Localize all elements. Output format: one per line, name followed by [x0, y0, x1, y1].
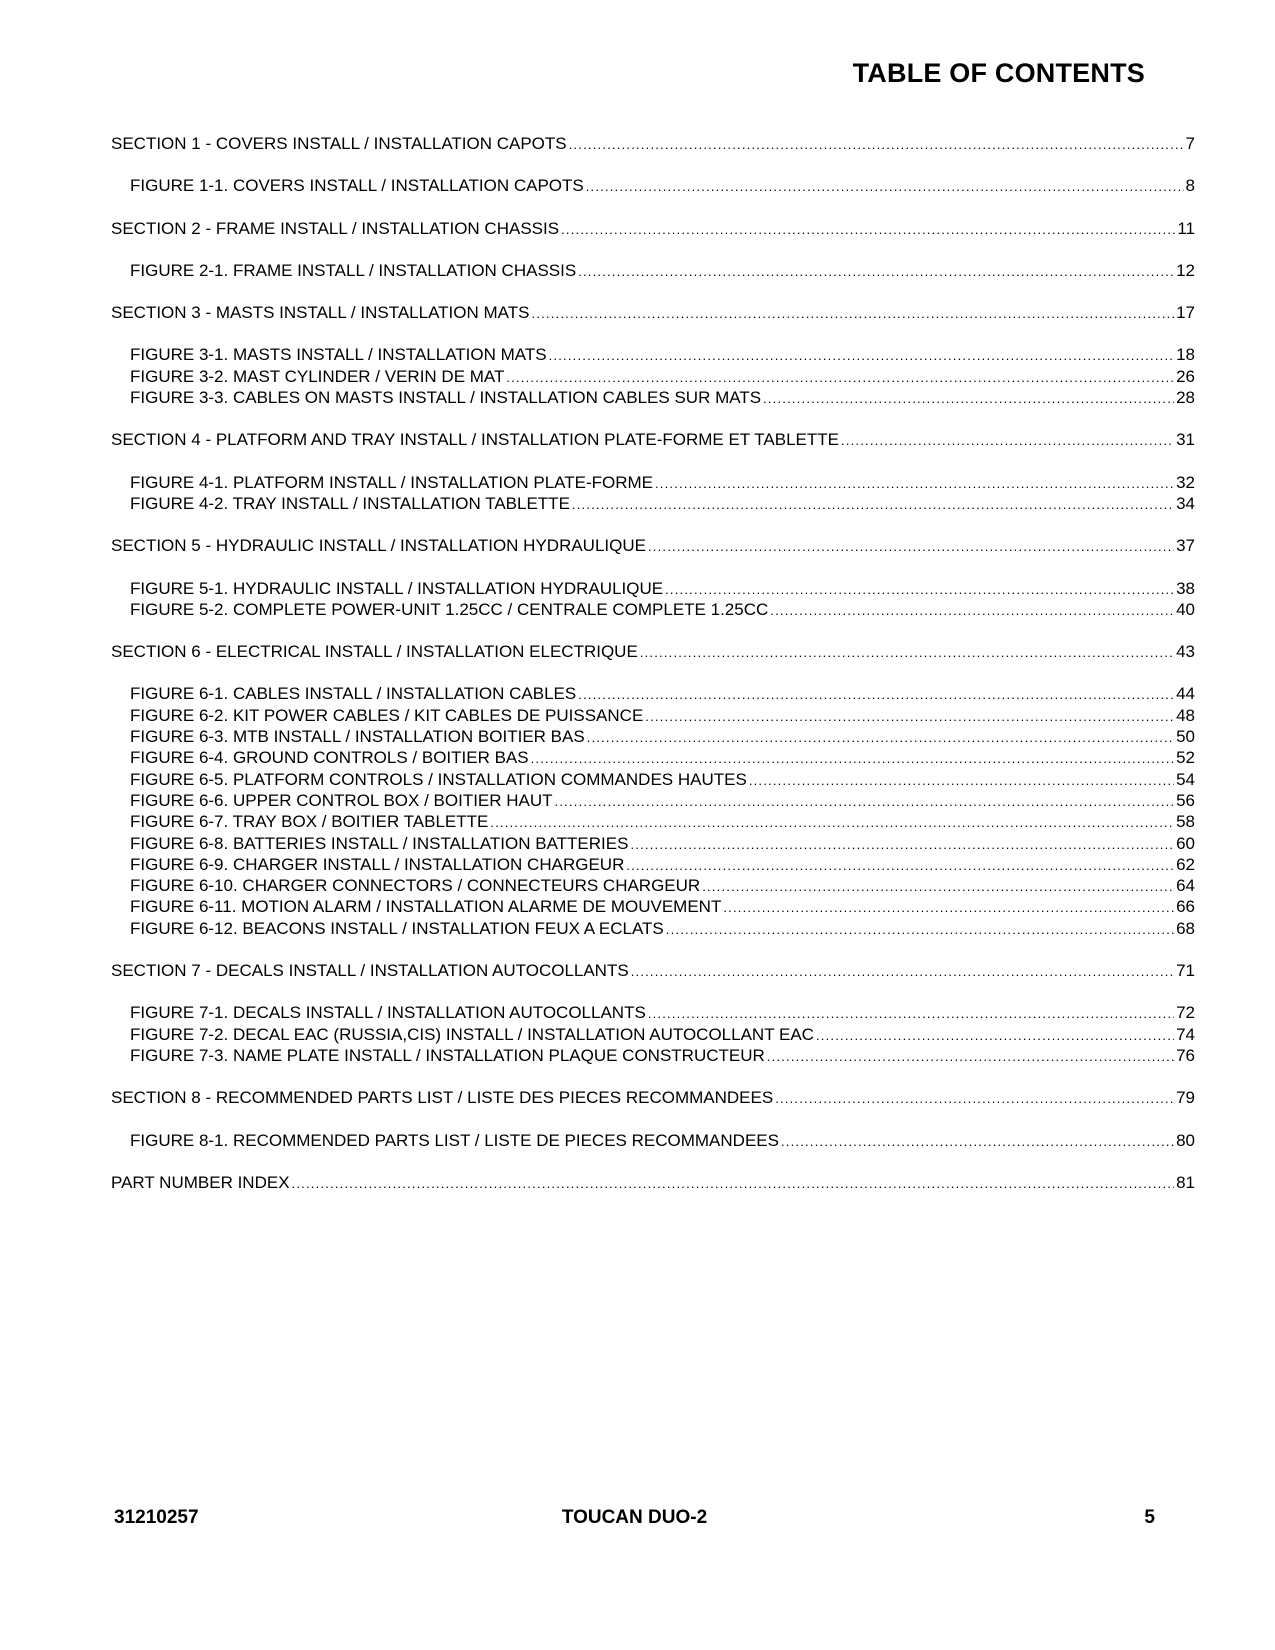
dot-leader — [587, 727, 1174, 748]
toc-entry-label: SECTION 7 - DECALS INSTALL / INSTALLATION AUTOCOLLANTS — [111, 961, 629, 981]
dot-leader — [770, 600, 1174, 621]
toc-entry-page: 56 — [1176, 790, 1195, 810]
dot-leader — [666, 919, 1174, 940]
dot-leader — [561, 219, 1175, 240]
toc-entry-label: FIGURE 3-3. CABLES ON MASTS INSTALL / INSTALLATION CABLES SUR MATS — [130, 388, 762, 408]
toc-entry-page: 60 — [1176, 833, 1195, 853]
toc-section-entry[interactable] — [111, 1087, 1195, 1108]
toc-entry-label: FIGURE 7-2. DECAL EAC (RUSSIA,CIS) INSTALL / INSTALLATION AUTOCOLLANT EAC — [130, 1024, 814, 1044]
toc-figure-entry[interactable] — [111, 769, 1195, 790]
toc-entry-label: FIGURE 5-2. COMPLETE POWER-UNIT 1.25CC / CENTRALE COMPLETE 1.25CC — [130, 599, 769, 619]
toc-entry-page: 12 — [1176, 260, 1195, 280]
toc-section-entry[interactable] — [111, 429, 1195, 450]
toc-figure-entry[interactable] — [111, 1002, 1195, 1023]
toc-entry-page: 71 — [1176, 961, 1195, 981]
toc-entry-page: 34 — [1176, 493, 1195, 513]
toc-entry-label: FIGURE 5-1. HYDRAULIC INSTALL / INSTALLATION HYDRAULIQUE — [130, 578, 664, 598]
toc-entry-page: 26 — [1176, 366, 1195, 386]
dot-leader — [723, 897, 1174, 918]
toc-figure-entry[interactable] — [111, 1024, 1195, 1045]
dot-leader — [841, 430, 1174, 451]
dot-leader — [702, 876, 1174, 897]
toc-figure-entry[interactable] — [111, 811, 1195, 832]
toc-section-entry[interactable] — [111, 302, 1195, 323]
toc-entry-page: 50 — [1176, 727, 1195, 747]
dot-leader — [506, 367, 1174, 388]
toc-figure-entry[interactable] — [111, 366, 1195, 387]
toc-entry-page: 7 — [1185, 134, 1195, 153]
toc-figure-entry[interactable] — [111, 387, 1195, 408]
toc-entry-label: FIGURE 6-11. MOTION ALARM / INSTALLATION ALARME DE MOUVEMENT — [130, 897, 722, 917]
toc-entry-label: SECTION 3 - MASTS INSTALL / INSTALLATION MATS — [111, 303, 530, 323]
dot-leader — [648, 1003, 1174, 1024]
toc-entry-label: SECTION 1 - COVERS INSTALL / INSTALLATION CAPOTS — [111, 134, 567, 153]
toc-figure-entry[interactable] — [111, 472, 1195, 493]
toc-entry-label: FIGURE 6-12. BEACONS INSTALL / INSTALLATION FEUX A ECLATS — [130, 918, 664, 938]
toc-entry-page: 76 — [1176, 1045, 1195, 1065]
toc-entry-label: SECTION 6 - ELECTRICAL INSTALL / INSTALLATION ELECTRIQUE — [111, 642, 638, 662]
dot-leader — [549, 345, 1175, 366]
toc-entry-page: 48 — [1176, 705, 1195, 725]
toc-figure-entry[interactable] — [111, 747, 1195, 768]
page-number: 5 — [1144, 1507, 1155, 1528]
toc-entry-page: 31 — [1176, 430, 1195, 450]
toc-section-entry[interactable] — [111, 218, 1195, 239]
toc-entry-label: SECTION 4 - PLATFORM AND TRAY INSTALL / INSTALLATION PLATE-FORME ET TABLETTE — [111, 430, 839, 450]
toc-entry-page: 32 — [1176, 472, 1195, 492]
toc-entry-page: 72 — [1176, 1003, 1195, 1023]
toc-figure-entry[interactable] — [111, 599, 1195, 620]
toc-entry-page: 58 — [1176, 812, 1195, 832]
toc-entry-label: FIGURE 7-3. NAME PLATE INSTALL / INSTALLATION PLAQUE CONSTRUCTEUR — [130, 1045, 765, 1065]
toc-figure-entry[interactable] — [111, 854, 1195, 875]
dot-leader — [531, 303, 1174, 324]
dot-leader — [655, 473, 1174, 494]
toc-entry-label: SECTION 2 - FRAME INSTALL / INSTALLATION CHASSIS — [111, 218, 560, 238]
toc-entry-page: 80 — [1176, 1130, 1195, 1150]
toc-entry-label: SECTION 5 - HYDRAULIC INSTALL / INSTALLATION HYDRAULIQUE — [111, 536, 646, 556]
toc-entry-page: 81 — [1176, 1172, 1195, 1192]
dot-leader — [572, 494, 1174, 515]
dot-leader — [586, 176, 1184, 197]
toc-entry-label: FIGURE 6-10. CHARGER CONNECTORS / CONNECTEURS CHARGEUR — [130, 876, 701, 896]
toc-entry-label: FIGURE 6-2. KIT POWER CABLES / KIT CABLES DE PUISSANCE — [130, 705, 644, 725]
toc-entry-label: FIGURE 6-8. BATTERIES INSTALL / INSTALLATION BATTERIES — [130, 833, 629, 853]
toc-figure-entry[interactable] — [111, 1130, 1195, 1151]
toc-entry-page: 68 — [1176, 918, 1195, 938]
toc-index-entry[interactable] — [111, 1172, 1195, 1193]
toc-entry-page: 18 — [1176, 345, 1195, 365]
toc-figure-entry[interactable] — [111, 705, 1195, 726]
toc-figure-entry[interactable] — [111, 260, 1195, 281]
toc-entry-page: 37 — [1176, 536, 1195, 556]
dot-leader — [775, 1088, 1174, 1109]
dot-leader — [578, 261, 1174, 282]
toc-figure-entry[interactable] — [111, 833, 1195, 854]
toc-entry-page: 8 — [1185, 176, 1195, 196]
toc-entry-page: 40 — [1176, 599, 1195, 619]
toc-figure-entry[interactable] — [111, 683, 1195, 704]
dot-leader — [645, 706, 1174, 727]
toc-figure-entry[interactable] — [111, 493, 1195, 514]
toc-entry-page: 52 — [1176, 748, 1195, 768]
dot-leader — [648, 536, 1174, 557]
toc-entry-label: FIGURE 6-4. GROUND CONTROLS / BOITIER BAS — [130, 748, 529, 768]
dot-leader — [531, 748, 1174, 769]
toc-entry-label: SECTION 8 - RECOMMENDED PARTS LIST / LISTE DES PIECES RECOMMANDEES — [111, 1088, 774, 1108]
toc-entry-label: FIGURE 4-2. TRAY INSTALL / INSTALLATION TABLETTE — [130, 493, 570, 513]
toc-entry-label: FIGURE 6-7. TRAY BOX / BOITIER TABLETTE — [130, 812, 489, 832]
toc-entry-label: FIGURE 3-1. MASTS INSTALL / INSTALLATION MATS — [130, 345, 547, 365]
toc-entry-page: 79 — [1176, 1088, 1195, 1108]
toc-section-entry[interactable] — [111, 641, 1195, 662]
toc-entry-page: 38 — [1176, 578, 1195, 598]
toc-entry-page: 11 — [1177, 218, 1195, 238]
toc-entry-label: FIGURE 1-1. COVERS INSTALL / INSTALLATION CAPOTS — [130, 176, 584, 196]
toc-section-entry[interactable] — [111, 535, 1195, 556]
dot-leader — [749, 770, 1174, 791]
toc-entry-label: FIGURE 6-9. CHARGER INSTALL / INSTALLATION CHARGEUR — [130, 854, 625, 874]
toc-section-entry[interactable] — [111, 960, 1195, 981]
toc-entry-label: FIGURE 3-2. MAST CYLINDER / VERIN DE MAT — [130, 366, 505, 386]
toc-entry-page: 62 — [1176, 854, 1195, 874]
toc-entry-page: 66 — [1176, 897, 1195, 917]
toc-figure-entry[interactable] — [111, 918, 1195, 939]
dot-leader — [781, 1131, 1174, 1152]
toc-section-entry[interactable] — [111, 133, 1195, 154]
toc-figure-entry[interactable] — [111, 1045, 1195, 1066]
dot-leader — [816, 1025, 1174, 1046]
page-title: TABLE OF CONTENTS — [852, 58, 1145, 88]
dot-leader — [665, 579, 1174, 600]
toc-figure-entry[interactable] — [111, 175, 1195, 196]
toc-figure-entry[interactable] — [111, 344, 1195, 365]
toc-entry-label: FIGURE 6-6. UPPER CONTROL BOX / BOITIER HAUT — [130, 790, 553, 810]
dot-leader — [631, 961, 1174, 982]
toc-entry-label: FIGURE 2-1. FRAME INSTALL / INSTALLATION CHASSIS — [130, 260, 577, 280]
dot-leader — [490, 812, 1174, 833]
toc-entry-label: PART NUMBER INDEX — [111, 1172, 290, 1192]
model-name: TOUCAN DUO-2 — [561, 1507, 708, 1528]
toc-entry-page: 74 — [1176, 1024, 1195, 1044]
dot-leader — [578, 684, 1174, 705]
toc-entry-page: 64 — [1176, 876, 1195, 896]
document-number: 31210257 — [114, 1507, 199, 1528]
toc-entry-label: FIGURE 4-1. PLATFORM INSTALL / INSTALLATION PLATE-FORME — [130, 472, 653, 492]
dot-leader — [555, 791, 1175, 812]
table-of-contents — [111, 133, 1195, 1193]
dot-leader — [640, 642, 1174, 663]
toc-figure-entry[interactable] — [111, 875, 1195, 896]
toc-entry-page: 43 — [1176, 642, 1195, 662]
toc-entry-label: FIGURE 8-1. RECOMMENDED PARTS LIST / LISTE DE PIECES RECOMMANDEES — [130, 1130, 779, 1150]
toc-entry-page: 44 — [1176, 684, 1195, 704]
toc-figure-entry[interactable] — [111, 726, 1195, 747]
toc-entry-label: FIGURE 6-5. PLATFORM CONTROLS / INSTALLATION COMMANDES HAUTES — [130, 769, 747, 789]
dot-leader — [763, 388, 1174, 409]
toc-figure-entry[interactable] — [111, 790, 1195, 811]
toc-figure-entry[interactable] — [111, 578, 1195, 599]
toc-entry-page: 54 — [1176, 769, 1195, 789]
dot-leader — [569, 134, 1184, 155]
dot-leader — [630, 834, 1174, 855]
toc-entry-page: 17 — [1176, 303, 1195, 323]
toc-entry-label: FIGURE 7-1. DECALS INSTALL / INSTALLATION AUTOCOLLANTS — [130, 1003, 646, 1023]
dot-leader — [626, 855, 1174, 876]
toc-entry-label: FIGURE 6-1. CABLES INSTALL / INSTALLATION CABLES — [130, 684, 577, 704]
toc-figure-entry[interactable] — [111, 896, 1195, 917]
dot-leader — [767, 1046, 1174, 1067]
dot-leader — [292, 1173, 1175, 1194]
toc-entry-label: FIGURE 6-3. MTB INSTALL / INSTALLATION BOITIER BAS — [130, 727, 585, 747]
toc-entry-page: 28 — [1176, 388, 1195, 408]
